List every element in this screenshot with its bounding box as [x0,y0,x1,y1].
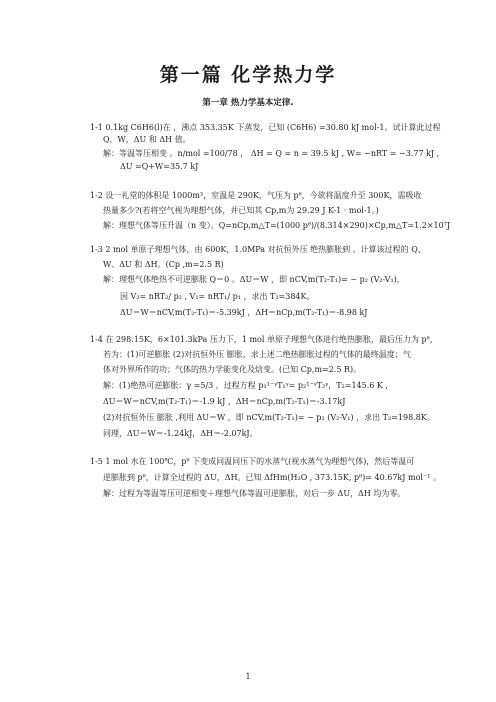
problem-1-4-solution-line-2: ΔU＝W＝nCV,m(T₂-T₁)＝-1.9 kJ ，ΔH＝nCp,m(T₂-T₁)＝-3.17kJ [103,397,346,406]
problem-1-4-line-2: 若为：(1)可逆膨胀 (2)对抗恒外压 膨胀，求上述二绝热膨胀过程的气体的最终温度；气 [103,350,411,359]
problem-1-3-solution-line-2: 因 V₂= nRT₂/ p₂ , V₁= nRT₁/ p₁ ，求出 T₂=384K。 [120,292,315,301]
problem-1-2-solution-line-1: 解：理想气体等压升温（n 变）。Q=nCp,m△T=(1000 pᶿ)/(8.314×290)×Cp,m△T=1.2×10⁷J [103,221,451,230]
problem-1-4-line-1: 1-4 在 298.15K，6×101.3kPa 压力下，1 mol 单原子理想气体进行绝热膨胀，最后压力为 pᶿ， [90,335,438,344]
problem-1-3-solution-line-3: ΔU＝W＝nCV,m(T₂-T₁)＝-5.39kJ ，ΔH＝nCp,m(T₂-T₁)＝-8.98 kJ [120,308,368,317]
page-number: 1 [245,672,251,681]
problem-1-1-line-2: Q，W，ΔU 和 ΔH 值。 [103,135,191,144]
problem-1-3-solution-line-1: 解：理想气体绝热不可逆膨胀 Q＝0 。ΔU＝W ，即 nCV,m(T₂-T₁)= − p₂ (V₂-V₁), [103,275,400,284]
problem-1-1-line-1: 1-1 0.1kg C6H6(l)在 ，沸点 353.35K 下蒸发，已知 (C6H6) =30.80 kJ mol-1。试计算此过程 [90,123,441,132]
problem-1-4-solution-line-1: 解：(1)绝热可逆膨胀：γ =5/3 ，过程方程 p₁¹⁻ᵞT₁ᵞ= p₂¹⁻ᵞT₂ᵞ，T₂=145.6 K , [103,381,388,390]
problem-1-3-line-1: 1-3 2 mol 单原子理想气体，由 600K，1.0MPa 对抗恒外压 绝热膨胀到 。计算该过程的 Q、 [90,245,426,254]
problem-1-5-solution-line-1: 解：过程为等温等压可逆相变＋理想气体等温可逆膨胀，对后一步 ΔU，ΔH 均为零。 [103,489,406,498]
problem-1-4-solution-line-3: (2)对抗恒外压 膨胀 ,利用 ΔU＝W ，即 nCV,m(T₂-T₁)= − p₂ (V₂-V₁) ，求出 T₂=198.8K。 [103,413,435,422]
problem-1-4-solution-line-4: 同理，ΔU＝W＝-1.24kJ，ΔH＝-2.07kJ。 [103,429,258,438]
problem-1-5-line-2: 逆膨胀到 pᶿ，计算全过程的 ΔU，ΔH。已知 ΔfHm(H₂O , 373.15K, pᶿ)= 40.67kJ mol⁻¹ 。 [103,473,441,482]
problem-1-2-line-1: 1-2 设一礼堂的体积是 1000m³，室温是 290K，气压为 pᶿ，今欲将温度升至 300K，需吸收 [90,191,422,200]
problem-1-3-line-2: W、ΔU 和 ΔH。(Cp ,m=2.5 R) [103,260,224,269]
chapter-title: 第一章 热力学基本定律. [202,98,294,108]
part-title: 第一篇 化学热力学 [159,64,337,86]
problem-1-5-line-1: 1-5 1 mol 水在 100℃，pᶿ 下变成同温同压下的水蒸气(视水蒸气为理想气体)，然后等温可 [90,457,415,466]
problem-1-4-line-3: 体对外界所作的功；气体的热力学能变化及焓变。(已知 Cp,m=2.5 R)。 [103,365,362,374]
problem-1-1-solution-line-1: 解：等温等压相变 。n/mol =100/78 ， ΔH = Q = n = 39.5 kJ , W= −nRT = −3.77 kJ , [103,149,440,158]
problem-1-2-line-2: 热量多少?(若将空气视为理想气体，并已知其 Cp,m为 29.29 J K-1 · mol-1。) [103,206,379,215]
problem-1-1-solution-line-2: ΔU =Q+W=35.7 kJ [120,162,199,171]
